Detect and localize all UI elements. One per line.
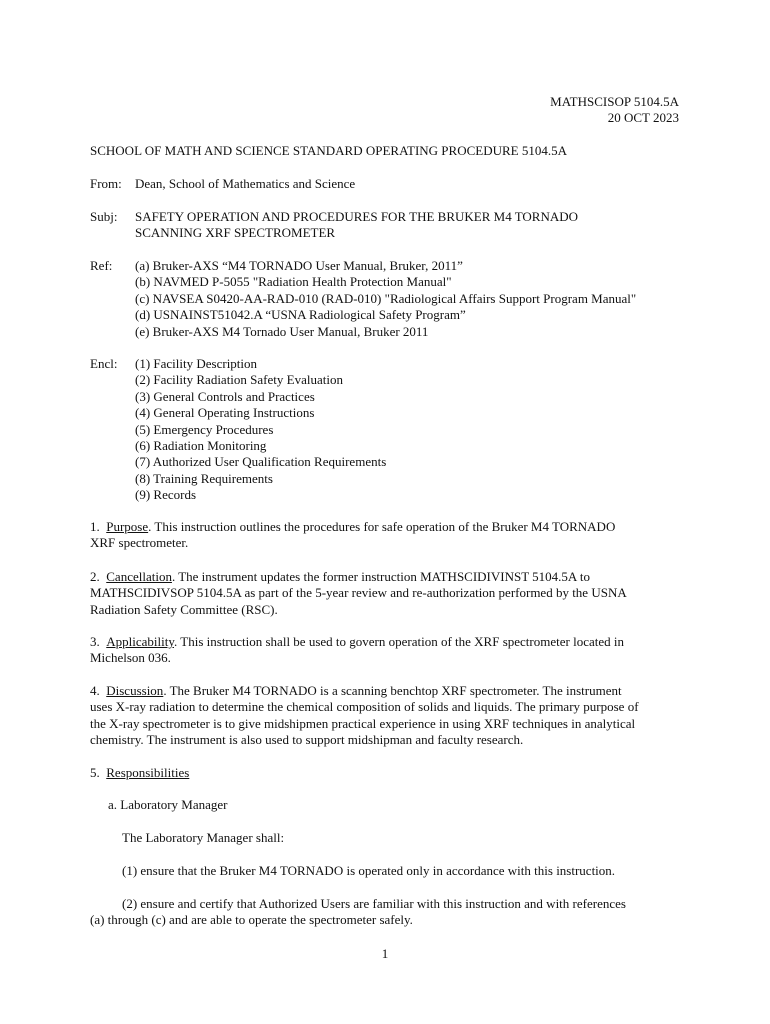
subj-label: Subj: — [90, 209, 118, 224]
subj-line: SAFETY OPERATION AND PROCEDURES FOR THE BRUKER M4 TORNADO — [135, 209, 579, 224]
ref-item: (c) NAVSEA S0420-AA-RAD-010 (RAD-010) "Radiological Affairs Support Program Manual" — [135, 290, 637, 306]
encl-item: (3) General Controls and Practices — [135, 388, 315, 404]
section-text: . This instruction outlines the procedures for safe operation of the Bruker M4 TORNADO — [148, 519, 616, 534]
doc-date: 20 OCT 2023 — [607, 110, 679, 126]
encl-list — [135, 356, 386, 504]
section-heading: Cancellation — [106, 569, 172, 584]
from-value — [135, 176, 355, 192]
section-heading: Responsibilities — [106, 765, 190, 780]
section-text: . This instruction shall be used to govern operation of the XRF spectrometer located in — [174, 634, 624, 649]
subsection-laboratory-manager: a. Laboratory Manager — [108, 797, 228, 812]
section-text: the X-ray spectrometer is to give midshipmen practical experience in using XRF techniques in analytical — [90, 715, 636, 731]
section-number: 1. — [90, 519, 100, 534]
section-number: 4. — [90, 683, 100, 698]
ref-item: (a) Bruker-AXS “M4 TORNADO User Manual, Bruker, 2011” — [135, 258, 463, 273]
page-number: 1 — [381, 946, 389, 961]
encl-label: Encl: — [90, 356, 118, 371]
encl-item: (9) Records — [135, 487, 197, 503]
section-text: uses X-ray radiation to determine the chemical composition of solids and liquids. The primary purpose of — [90, 699, 639, 715]
from-label: From: — [90, 176, 122, 191]
from-text: Dean, School of Mathematics and Science — [135, 176, 356, 191]
section-responsibilities — [90, 765, 189, 781]
section-number: 2. — [90, 569, 100, 584]
doc-number: MATHSCISOP 5104.5A — [550, 94, 679, 109]
encl-item: (4) General Operating Instructions — [135, 405, 315, 421]
encl-item: (1) Facility Description — [135, 356, 258, 371]
section-number: 3. — [90, 634, 100, 649]
section-heading: Discussion — [106, 683, 164, 698]
encl-item: (7) Authorized User Qualification Requirements — [135, 454, 387, 470]
subj-line: SCANNING XRF SPECTROMETER — [135, 225, 336, 241]
responsibility-item-continued: (a) through (c) and are able to operate the spectrometer safely. — [90, 912, 413, 927]
section-text: MATHSCIDIVSOP 5104.5A as part of the 5-year review and re-authorization performed by the USNA — [90, 585, 627, 601]
ref-label: Ref: — [90, 258, 113, 273]
ref-item: (b) NAVMED P-5055 "Radiation Health Protection Manual" — [135, 274, 452, 290]
document-header — [550, 94, 679, 127]
ref-item: (e) Bruker-AXS M4 Tornado User Manual, Bruker 2011 — [135, 323, 429, 339]
responsibility-item: (1) ensure that the Bruker M4 TORNADO is operated only in accordance with this instruction. — [122, 863, 616, 878]
section-heading: Purpose — [106, 519, 149, 534]
section-text: . The instrument updates the former instruction MATHSCIDIVINST 5104.5A to — [171, 569, 590, 584]
section-text: XRF spectrometer. — [90, 535, 189, 551]
responsibilities-intro: The Laboratory Manager shall: — [122, 830, 285, 845]
subj-block — [135, 209, 578, 242]
section-discussion — [90, 683, 680, 749]
ref-item: (d) USNAINST51042.A “USNA Radiological Safety Program” — [135, 307, 466, 323]
encl-item: (2) Facility Radiation Safety Evaluation — [135, 372, 343, 388]
section-text: Michelson 036. — [90, 650, 171, 666]
section-purpose — [90, 519, 680, 552]
section-heading: Applicability — [106, 634, 175, 649]
section-text: . The Bruker M4 TORNADO is a scanning benchtop XRF spectrometer. The instrument — [163, 683, 622, 698]
ref-list — [135, 258, 636, 340]
encl-item: (6) Radiation Monitoring — [135, 438, 267, 454]
responsibility-item: (2) ensure and certify that Authorized Users are familiar with this instruction and with references — [122, 896, 626, 911]
document-title: SCHOOL OF MATH AND SCIENCE STANDARD OPERATING PROCEDURE 5104.5A — [90, 143, 567, 158]
section-number: 5. — [90, 765, 100, 780]
section-text: chemistry. The instrument is also used to support midshipman and faculty research. — [90, 732, 524, 748]
section-text: Radiation Safety Committee (RSC). — [90, 601, 278, 617]
encl-item: (5) Emergency Procedures — [135, 421, 274, 437]
section-applicability — [90, 634, 680, 667]
section-cancellation — [90, 569, 680, 618]
encl-item: (8) Training Requirements — [135, 470, 273, 486]
